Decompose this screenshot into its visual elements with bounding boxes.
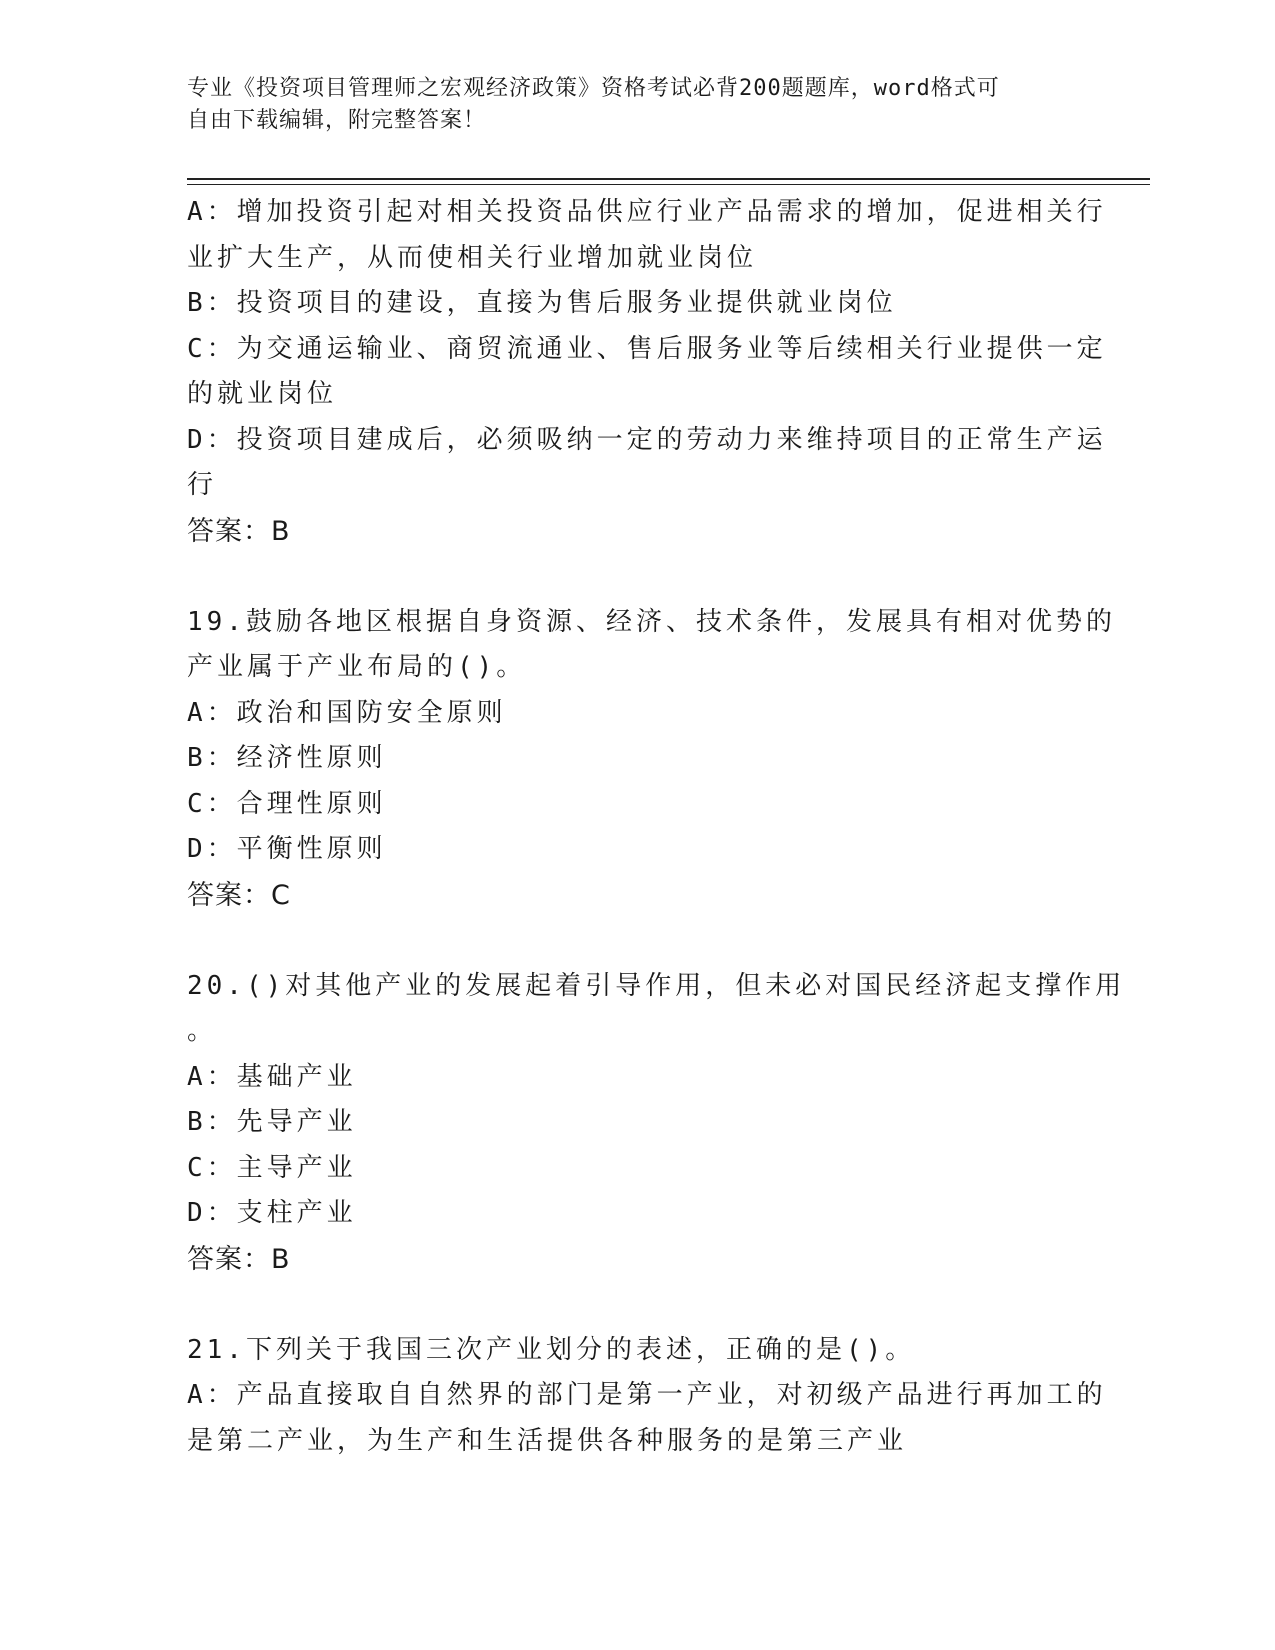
header-rule-thick — [187, 178, 1150, 180]
option-c: C：合理性原则 — [187, 788, 387, 819]
option-b: B：投资项目的建设，直接为售后服务业提供就业岗位 — [187, 288, 897, 318]
header-line-2: 自由下载编辑，附完整答案！ — [187, 108, 487, 133]
option-d: D：支柱产业 — [187, 1198, 357, 1228]
spacer — [187, 1282, 1067, 1328]
question-18-options — [187, 190, 1107, 554]
option-d: D：平衡性原则 — [187, 834, 387, 864]
option-a: A：基础产业 — [187, 1061, 357, 1092]
option-c-line-1: C：为交通运输业、商贸流通业、售后服务业等后续相关行业提供一定 — [187, 333, 1107, 364]
question-19-stem-line-2: 产业属于产业布局的()。 — [187, 652, 527, 682]
spacer — [187, 554, 1067, 600]
option-a-line-1: A：产品直接取自自然界的部门是第一产业，对初级产品进行再加工的 — [187, 1380, 1107, 1410]
option-a-line-2: 是第二产业，为生产和生活提供各种服务的是第三产业 — [187, 1425, 908, 1456]
option-c-line-2: 的就业岗位 — [187, 379, 338, 409]
question-content — [187, 190, 1126, 1464]
header-rule-thin — [187, 184, 1150, 185]
header-line-1: 专业《投资项目管理师之宏观经济政策》资格考试必背200题题库，word格式可 — [187, 76, 1000, 101]
option-d-line-1: D：投资项目建成后，必须吸纳一定的劳动力来维持项目的正常生产运 — [187, 424, 1107, 455]
option-b: B：先导产业 — [187, 1107, 357, 1137]
spacer — [187, 918, 1067, 964]
question-20-stem-line-1: 20.()对其他产业的发展起着引导作用，但未必对国民经济起支撑作用 — [187, 970, 1126, 1001]
question-20-stem-line-2: 。 — [187, 1016, 218, 1046]
question-19-stem-line-1: 19.鼓励各地区根据自身资源、经济、技术条件，发展具有相对优势的 — [187, 606, 1116, 637]
option-d-line-2: 行 — [187, 470, 218, 500]
option-a-line-1: A：增加投资引起对相关投资品供应行业产品需求的增加，促进相关行 — [187, 197, 1107, 227]
question-19 — [187, 600, 1116, 919]
option-a: A：政治和国防安全原则 — [187, 697, 507, 728]
answer-19: 答案：C — [187, 879, 291, 911]
question-21-stem: 21.下列关于我国三次产业划分的表述，正确的是()。 — [187, 1334, 916, 1365]
option-c: C：主导产业 — [187, 1152, 357, 1183]
answer-18: 答案：B — [187, 515, 291, 547]
question-21 — [187, 1328, 1107, 1465]
question-20 — [187, 964, 1126, 1283]
option-b: B：经济性原则 — [187, 743, 387, 773]
answer-20: 答案：B — [187, 1243, 291, 1275]
option-a-line-2: 业扩大生产，从而使相关行业增加就业岗位 — [187, 242, 758, 273]
document-header — [187, 73, 1067, 137]
